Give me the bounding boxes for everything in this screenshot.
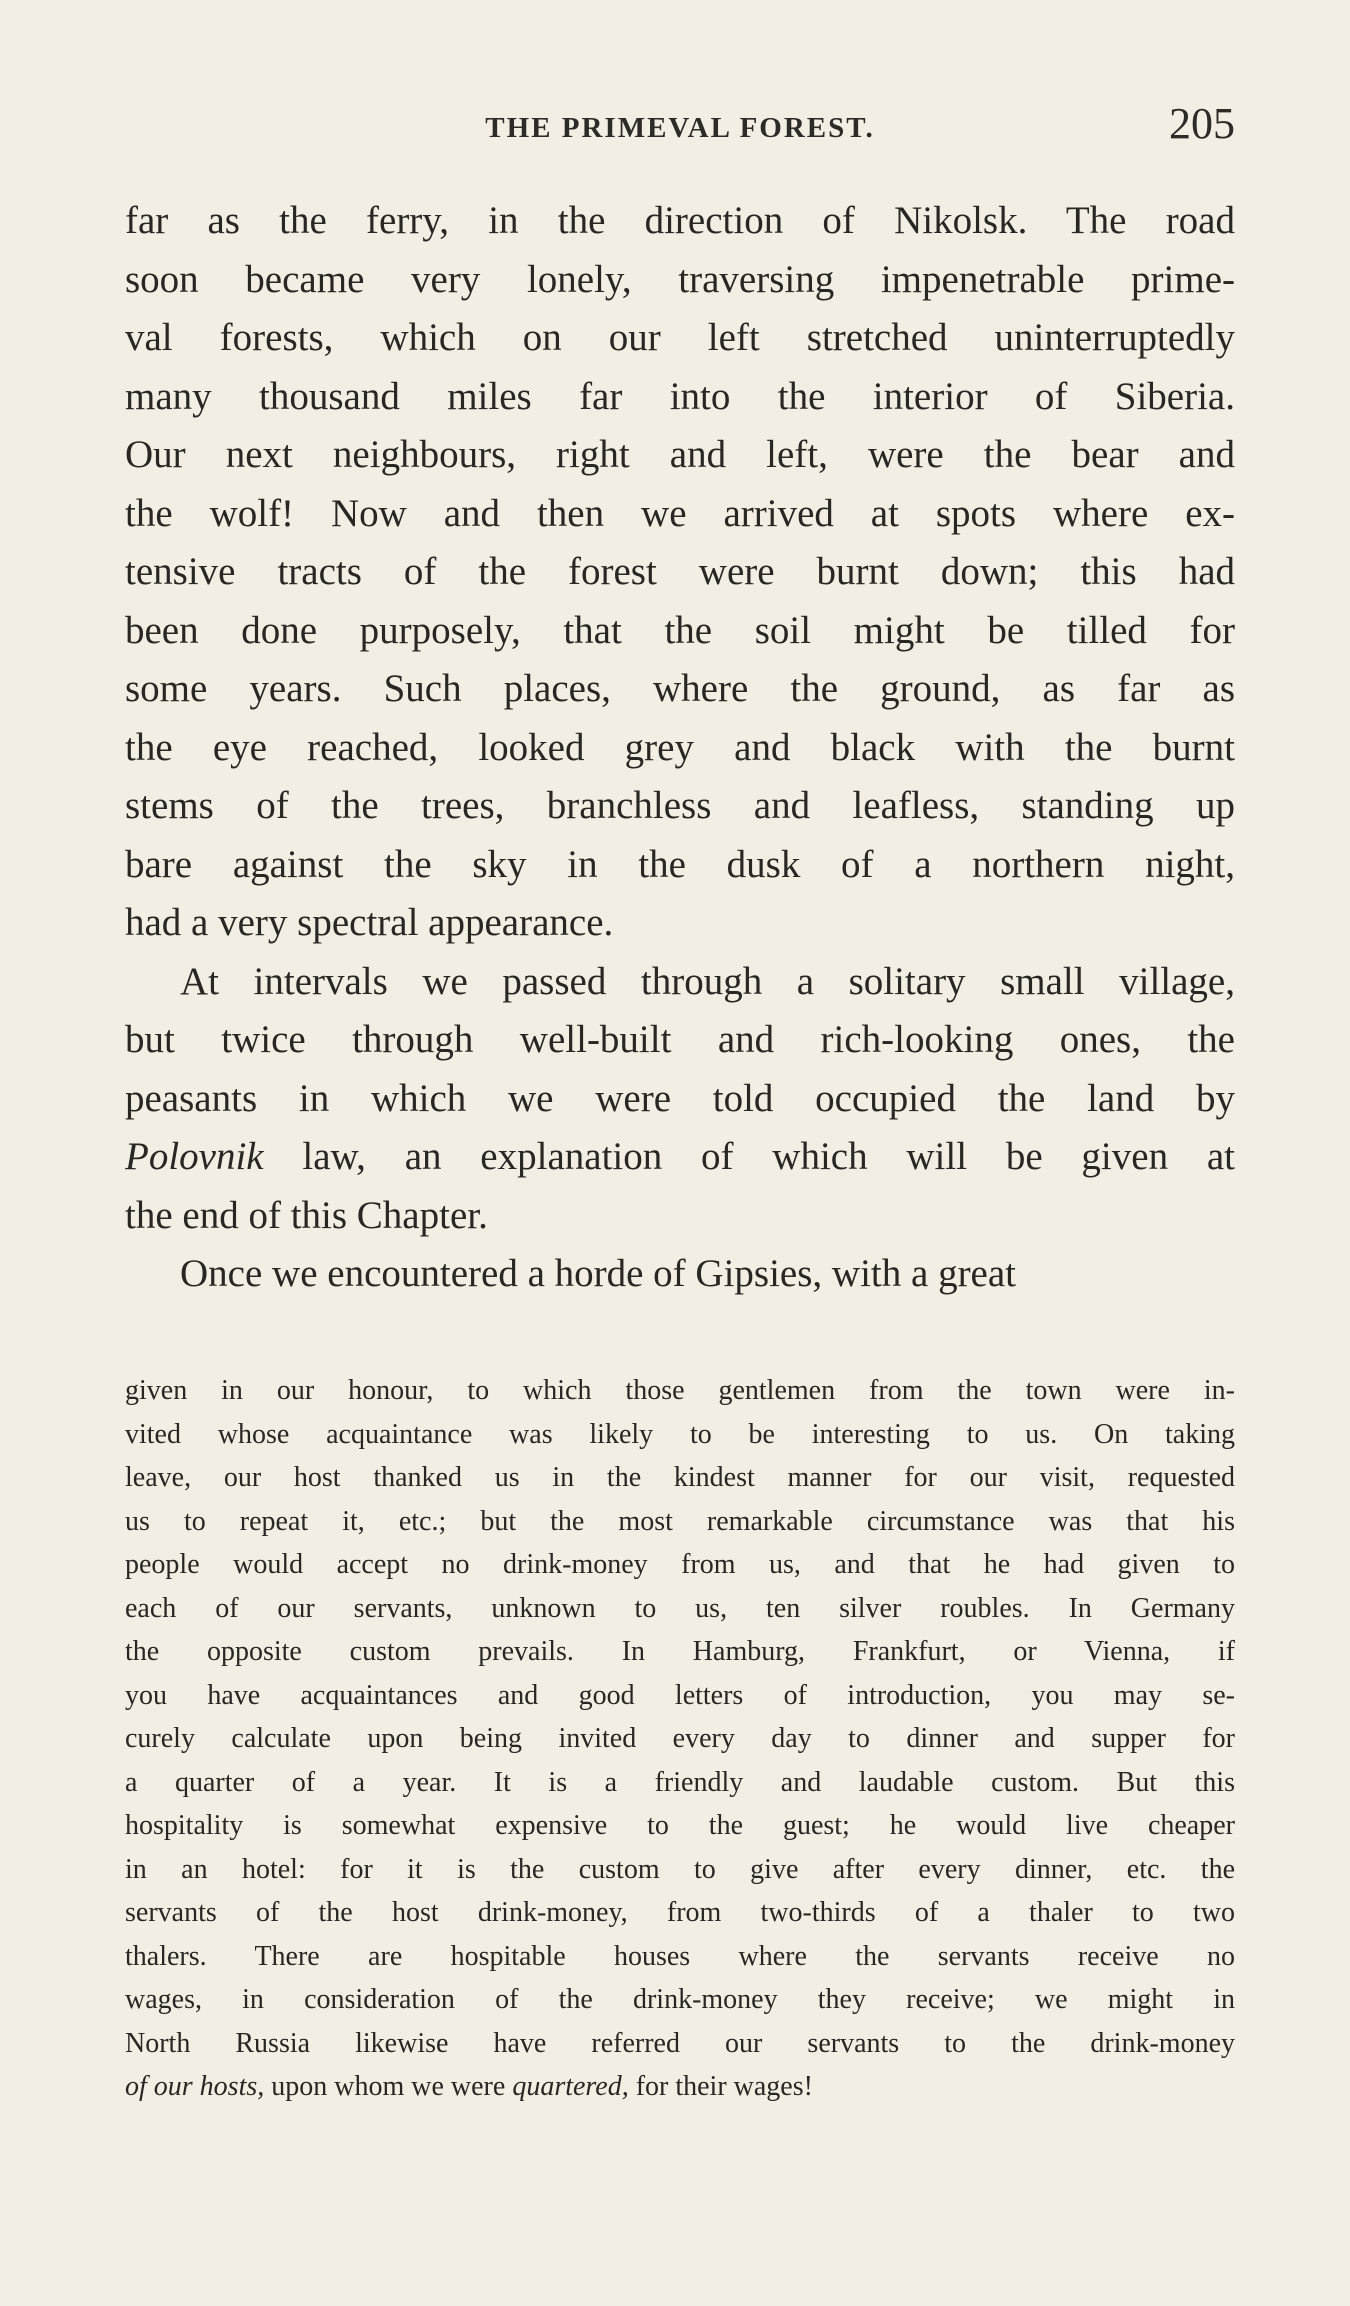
text-line: far as the ferry, in the direction of Nikolsk. The road bbox=[125, 199, 1235, 242]
footnote-line: the opposite custom prevails. In Hamburg, Frankfurt, or Vienna, if bbox=[125, 1636, 1235, 1667]
footnote-line: each of our servants, unknown to us, ten silver roubles. In Germany bbox=[125, 1592, 1235, 1624]
footnote-line: us to repeat it, etc.; but the most remarkable circumstance was that his bbox=[125, 1505, 1235, 1537]
footnote-line: wages, in consideration of the drink-money they receive; we might in bbox=[125, 1984, 1235, 2015]
footnote-line: servants of the host drink-money, from two-thirds of a thaler to two bbox=[125, 1897, 1235, 1928]
text-line: the end of this Chapter. bbox=[125, 1193, 488, 1237]
footnote-line: vited whose acquaintance was likely to be interesting to us. On taking bbox=[125, 1418, 1235, 1450]
italic-phrase: quartered, bbox=[512, 2071, 629, 2102]
text-segment: law, an explanation of which will be given at bbox=[263, 1135, 1235, 1178]
text-segment: for their wages! bbox=[628, 2071, 813, 2102]
footnote-line: hospitality is somewhat expensive to the guest; he would live cheaper bbox=[125, 1810, 1235, 1841]
text-line: soon became very lonely, traversing impenetrable prime- bbox=[125, 257, 1235, 301]
text-line: peasants in which we were told occupied the land by bbox=[125, 1076, 1235, 1120]
text-line: been done purposely, that the soil might be tilled for bbox=[125, 608, 1235, 652]
footnote-line: leave, our host thanked us in the kindest manner for our visit, requested bbox=[125, 1462, 1235, 1493]
text-line: Once we encountered a horde of Gipsies, with a great bbox=[180, 1252, 1017, 1295]
footnote-line bbox=[125, 2065, 1235, 2109]
italic-phrase: of our hosts, bbox=[125, 2071, 265, 2102]
running-title: THE PRIMEVAL FOREST. bbox=[485, 112, 875, 144]
text-line: Our next neighbours, right and left, were the bear and bbox=[125, 433, 1235, 476]
text-line: but twice through well-built and rich-looking ones, the bbox=[125, 1018, 1235, 1061]
footnote bbox=[125, 1369, 1235, 2109]
text-line: many thousand miles far into the interior of Siberia. bbox=[125, 374, 1235, 418]
text-line: stems of the trees, branchless and leafless, standing up bbox=[125, 784, 1235, 827]
text-line bbox=[125, 1128, 1235, 1187]
footnote-line: curely calculate upon being invited every day to dinner and supper for bbox=[125, 1723, 1235, 1754]
footnote-line: in an hotel: for it is the custom to give after every dinner, etc. the bbox=[125, 1853, 1235, 1885]
footnote-line: given in our honour, to which those gentlemen from the town were in- bbox=[125, 1375, 1235, 1406]
running-head bbox=[125, 98, 1235, 148]
footnote-line: thalers. There are hospitable houses where the servants receive no bbox=[125, 1940, 1235, 1972]
footnote-line: you have acquaintances and good letters of introduction, you may se- bbox=[125, 1679, 1235, 1711]
text-line: bare against the sky in the dusk of a northern night, bbox=[125, 842, 1235, 886]
italic-term: Polovnik bbox=[125, 1135, 264, 1178]
text-line: tensive tracts of the forest were burnt down; this had bbox=[125, 550, 1235, 593]
page-number: 205 bbox=[1169, 99, 1235, 148]
footnote-line: North Russia likewise have referred our servants to the drink-money bbox=[125, 2027, 1235, 2059]
text-line: had a very spectral appearance. bbox=[125, 901, 614, 944]
footnote-line: a quarter of a year. It is a friendly and laudable custom. But this bbox=[125, 1766, 1235, 1798]
text-line: At intervals we passed through a solitary small village, bbox=[180, 959, 1235, 1003]
text-segment: upon whom we were bbox=[264, 2071, 513, 2102]
text-line: some years. Such places, where the ground, as far as bbox=[125, 667, 1235, 710]
text-line: val forests, which on our left stretched uninterruptedly bbox=[125, 316, 1235, 359]
footnote-line: people would accept no drink-money from us, and that he had given to bbox=[125, 1549, 1235, 1580]
main-text bbox=[125, 192, 1235, 1304]
text-line: the wolf! Now and then we arrived at spots where ex- bbox=[125, 491, 1235, 535]
text-line: the eye reached, looked grey and black with the burnt bbox=[125, 725, 1235, 769]
